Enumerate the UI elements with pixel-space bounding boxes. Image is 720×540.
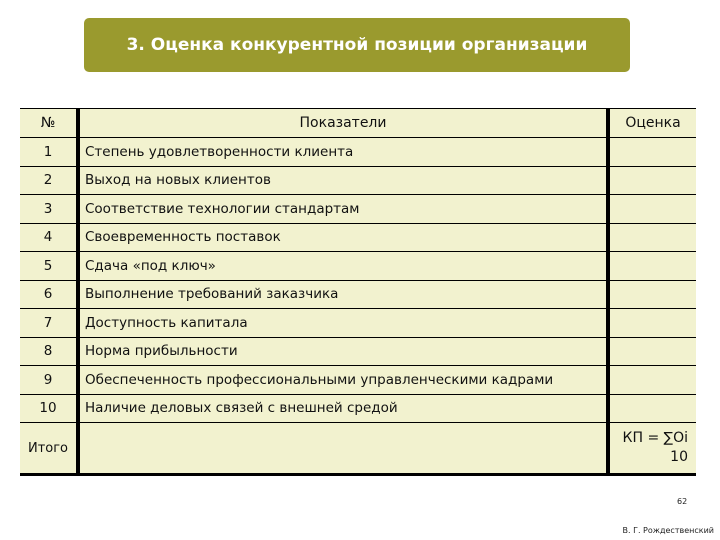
row-score: [610, 138, 696, 166]
row-score: [610, 309, 696, 337]
row-indicator: Выход на новых клиентов: [80, 167, 606, 195]
row-score: [610, 195, 696, 223]
author-name: В. Г. Рождественский: [622, 526, 714, 535]
header-indicator: Показатели: [80, 109, 606, 137]
formula-line-2: 10: [670, 449, 688, 465]
total-indicator: [80, 423, 606, 473]
row-indicator: Соответствие технологии стандартам: [80, 195, 606, 223]
row-score: [610, 167, 696, 195]
total-label: Итого: [20, 423, 76, 473]
formula-line-1: КП = ∑Oi: [622, 430, 688, 446]
row-indicator: Доступность капитала: [80, 309, 606, 337]
row-num: 7: [20, 309, 76, 337]
row-indicator: Норма прибыльности: [80, 338, 606, 366]
row-indicator: Наличие деловых связей с внешней средой: [80, 395, 606, 423]
row-num: 8: [20, 338, 76, 366]
header-num: №: [20, 109, 76, 137]
row-score: [610, 366, 696, 394]
row-num: 1: [20, 138, 76, 166]
row-score: [610, 281, 696, 309]
row-num: 2: [20, 167, 76, 195]
row-indicator: Своевременность поставок: [80, 224, 606, 252]
row-score: [610, 395, 696, 423]
row-score: [610, 224, 696, 252]
row-indicator: Выполнение требований заказчика: [80, 281, 606, 309]
evaluation-table: [20, 108, 696, 476]
slide-title: 3. Оценка конкурентной позиции организации: [84, 18, 630, 72]
row-score: [610, 338, 696, 366]
row-indicator: Обеспеченность профессиональными управленческими кадрами: [80, 366, 606, 394]
row-num: 10: [20, 395, 76, 423]
row-indicator: Степень удовлетворенности клиента: [80, 138, 606, 166]
header-score: Оценка: [610, 109, 696, 137]
row-num: 4: [20, 224, 76, 252]
row-num: 5: [20, 252, 76, 280]
row-score: [610, 252, 696, 280]
row-num: 3: [20, 195, 76, 223]
page-number: 62: [677, 497, 688, 506]
row-num: 9: [20, 366, 76, 394]
row-num: 6: [20, 281, 76, 309]
row-indicator: Сдача «под ключ»: [80, 252, 606, 280]
total-formula: [610, 423, 696, 473]
